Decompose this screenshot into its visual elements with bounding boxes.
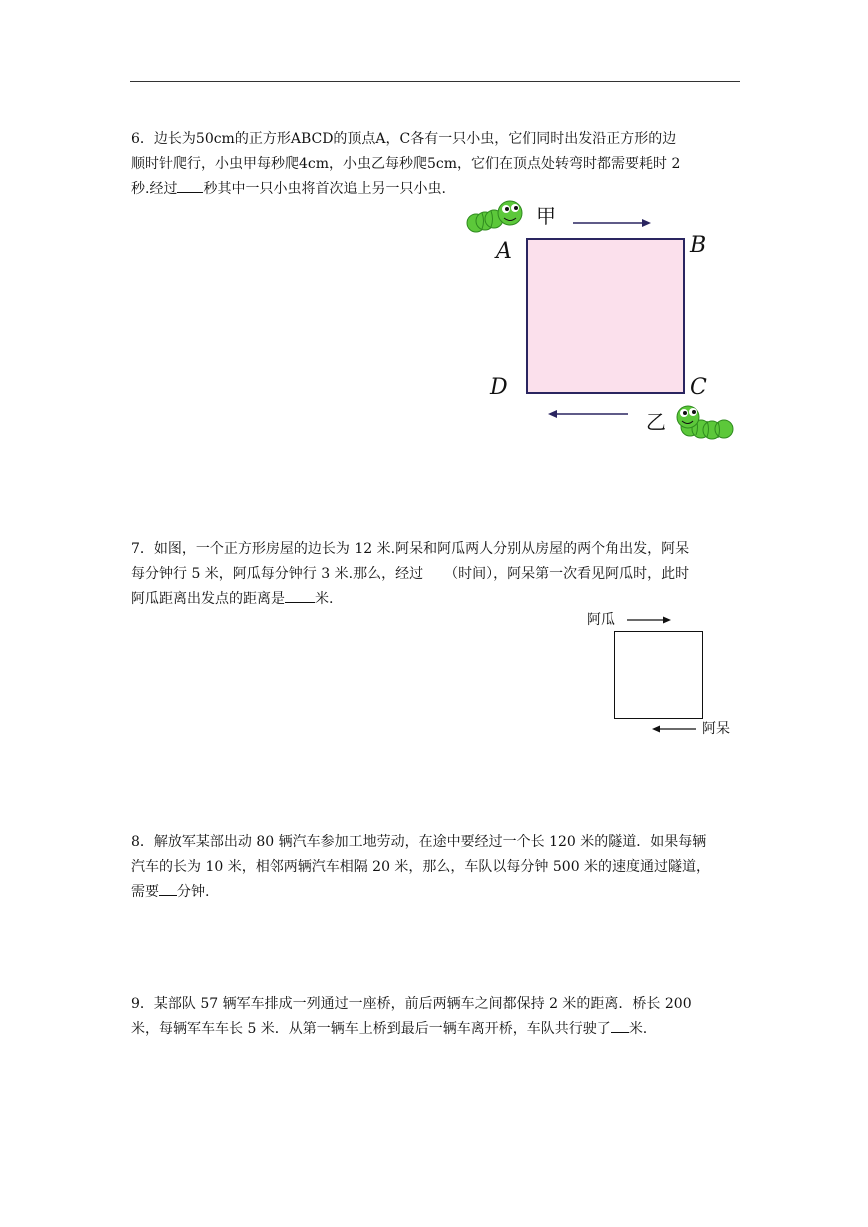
question-6	[131, 127, 739, 202]
question-7	[131, 537, 739, 612]
square-abcd	[527, 239, 684, 393]
square-house	[615, 632, 703, 719]
header-rule	[130, 81, 740, 82]
q7-house-diagram	[580, 605, 740, 745]
vertex-label-c: C	[690, 375, 707, 400]
answer-blank	[177, 177, 203, 193]
vertex-label-d: D	[490, 375, 508, 400]
vertex-label-a: A	[496, 239, 512, 264]
caterpillar-icon-yi	[677, 406, 733, 439]
q7-line-1: 7．如图，一个正方形房屋的边长为 12 米.阿呆和阿瓜两人分别从房屋的两个角出发，阿呆	[131, 541, 690, 557]
q6-square-diagram	[460, 195, 750, 450]
answer-blank	[159, 880, 177, 896]
q6-line-2: 顺时针爬行，小虫甲每秒爬4cm，小虫乙每秒爬5cm，它们在顶点处转弯时都需要耗时 2	[131, 156, 681, 172]
arrow-left-icon	[652, 726, 696, 733]
q7-line-2: 每分钟行 5 米，阿瓜每分钟行 3 米.那么，经过 （时间），阿呆第一次看见阿瓜时，此时	[131, 566, 690, 582]
q6-line-1: 6．边长为50cm的正方形ABCD的顶点A，C各有一只小虫，它们同时出发沿正方形的边	[131, 131, 677, 147]
label-a-gua: 阿瓜	[587, 612, 615, 628]
answer-blank	[611, 1017, 629, 1033]
q8-line-3: 需要 分钟.	[131, 880, 739, 905]
bug-label-jia: 甲	[536, 204, 556, 228]
arrow-right-icon	[627, 617, 671, 624]
arrow-left-icon	[548, 410, 628, 418]
question-8	[131, 830, 739, 905]
q8-line-1: 8．解放军某部出动 80 辆汽车参加工地劳动，在途中要经过一个长 120 米的隧道．如果每辆	[131, 834, 707, 850]
q9-line-2: 米，每辆军车车长 5 米．从第一辆车上桥到最后一辆车离开桥，车队共行驶了 米.	[131, 1017, 739, 1042]
q8-line-2: 汽车的长为 10 米，相邻两辆汽车相隔 20 米，那么，车队以每分钟 500 米的速度通过隧道，	[131, 859, 711, 875]
arrow-right-icon	[573, 219, 651, 227]
label-a-dai: 阿呆	[702, 721, 730, 737]
bug-label-yi: 乙	[646, 410, 666, 434]
question-9	[131, 992, 739, 1042]
q7-line-3: 阿瓜距离出发点的距离是 米.	[131, 587, 739, 612]
q9-line-1: 9．某部队 57 辆军车排成一列通过一座桥，前后两辆车之间都保持 2 米的距离．桥长 200	[131, 996, 692, 1012]
q6-line-3: 秒.经过 秒其中一只小虫将首次追上另一只小虫.	[131, 177, 739, 202]
answer-blank	[285, 587, 315, 603]
caterpillar-icon-jia	[467, 201, 522, 232]
vertex-label-b: B	[690, 233, 707, 258]
